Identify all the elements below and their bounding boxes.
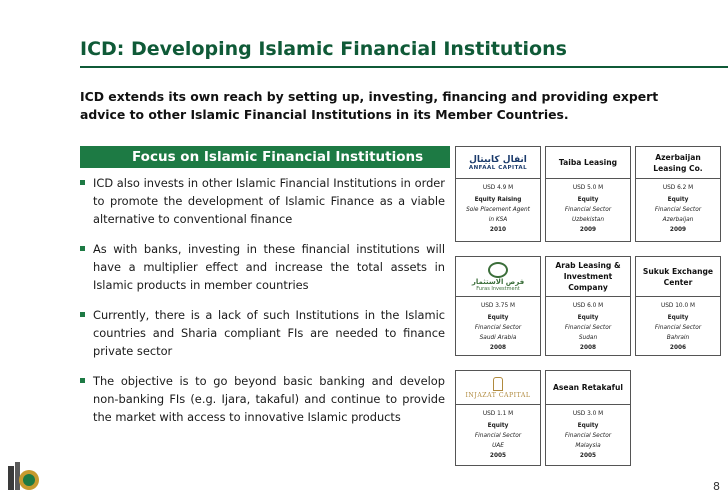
slide-subtitle: ICD extends its own reach by setting up, investing, financing and providing expert advice to other Islamic Financial Institutions in its Member Countries. xyxy=(80,89,659,122)
card-country: Azerbaijan xyxy=(662,217,694,223)
card-year: 2005 xyxy=(579,453,597,459)
card-year: 2006 xyxy=(669,345,687,351)
card-title: Azerbaijan Leasing Co. xyxy=(636,147,720,179)
card-amount: USD 3.75 M xyxy=(481,303,515,309)
furas-emblem-icon xyxy=(488,262,508,278)
card-furas-investment xyxy=(455,256,541,356)
card-anfaal-capital xyxy=(455,146,541,242)
card-country: Bahrain xyxy=(666,335,690,341)
card-title: Arab Leasing & Investment Company xyxy=(546,257,630,297)
card-type: Equity xyxy=(487,423,509,429)
card-azerbaijan-leasing xyxy=(635,146,721,242)
card-amount: USD 5.0 M xyxy=(572,185,604,191)
icd-corner-logo-icon xyxy=(6,458,40,492)
card-country: Malaysia xyxy=(575,443,601,449)
card-sector: Financial Sector xyxy=(654,207,702,213)
card-asean-retakaful xyxy=(545,370,631,466)
card-year: 2010 xyxy=(489,227,507,233)
bullet-item: The objective is to go beyond basic banking and develop non-banking FIs (e.g. Ijara, takaful) and continue to provide the market with access to innovative Islamic products xyxy=(80,372,445,426)
card-sector: Financial Sector xyxy=(564,433,612,439)
card-country: Uzbekistan xyxy=(571,217,605,223)
injazat-capital-logo: INJAZAT CAPITAL xyxy=(456,371,540,405)
card-sector: Financial Sector xyxy=(564,207,612,213)
card-sector: Financial Sector xyxy=(654,325,702,331)
card-type: Equity xyxy=(487,315,509,321)
focus-heading: Focus on Islamic Financial Institutions xyxy=(80,146,450,168)
page-number: 8 xyxy=(713,480,720,493)
card-type: Equity Raising xyxy=(474,197,522,203)
card-type: Equity xyxy=(577,423,599,429)
card-year: 2008 xyxy=(489,345,507,351)
card-title: Taiba Leasing xyxy=(546,147,630,179)
card-type: Equity xyxy=(667,315,689,321)
card-sector: Financial Sector xyxy=(564,325,612,331)
card-injazat-capital xyxy=(455,370,541,466)
card-sector: Financial Sector xyxy=(474,325,522,331)
card-amount: USD 1.1 M xyxy=(482,411,514,417)
bullet-square-icon xyxy=(80,246,85,251)
card-type: Equity xyxy=(577,197,599,203)
bullet-item: Currently, there is a lack of such Institutions in the Islamic countries and Sharia compliant FIs are needed to finance private sector xyxy=(80,306,445,360)
card-role: Sole Placement Agent in KSA xyxy=(466,207,530,223)
bullet-square-icon xyxy=(80,312,85,317)
card-year: 2009 xyxy=(669,227,687,233)
card-country: Sudan xyxy=(578,335,598,341)
card-amount: USD 6.0 M xyxy=(572,303,604,309)
card-amount: USD 4.9 M xyxy=(482,185,514,191)
card-amount: USD 6.2 M xyxy=(662,185,694,191)
card-amount: USD 3.0 M xyxy=(572,411,604,417)
card-year: 2009 xyxy=(579,227,597,233)
card-title: Asean Retakaful xyxy=(546,371,630,405)
title-rule xyxy=(80,66,728,68)
card-type: Equity xyxy=(667,197,689,203)
slide-title: ICD: Developing Islamic Financial Institutions xyxy=(80,38,567,60)
card-amount: USD 10.0 M xyxy=(661,303,695,309)
card-country: Saudi Arabia xyxy=(479,335,517,341)
card-sector: Financial Sector xyxy=(474,433,522,439)
card-sukuk-exchange xyxy=(635,256,721,356)
bullet-item: As with banks, investing in these financial institutions will have a multiplier effect and increase the total assets in Islamic products in member countries xyxy=(80,240,445,294)
card-type: Equity xyxy=(577,315,599,321)
injazat-emblem-icon xyxy=(493,377,503,391)
anfaal-capital-logo: انفال كابيتال ANFAAL CAPITAL xyxy=(456,147,540,179)
card-year: 2008 xyxy=(579,345,597,351)
card-title: Sukuk Exchange Center xyxy=(636,257,720,297)
bullet-square-icon xyxy=(80,180,85,185)
card-country: UAE xyxy=(492,443,504,449)
card-arab-leasing xyxy=(545,256,631,356)
card-taiba-leasing xyxy=(545,146,631,242)
bullet-square-icon xyxy=(80,378,85,383)
bullet-list xyxy=(80,174,445,438)
furas-investment-logo: فرص الاستثمار Furas Investment xyxy=(456,257,540,297)
card-year: 2005 xyxy=(489,453,507,459)
bullet-item: ICD also invests in other Islamic Financial Institutions in order to promote the development of Islamic Finance as a viable alternative to conventional finance xyxy=(80,174,445,228)
